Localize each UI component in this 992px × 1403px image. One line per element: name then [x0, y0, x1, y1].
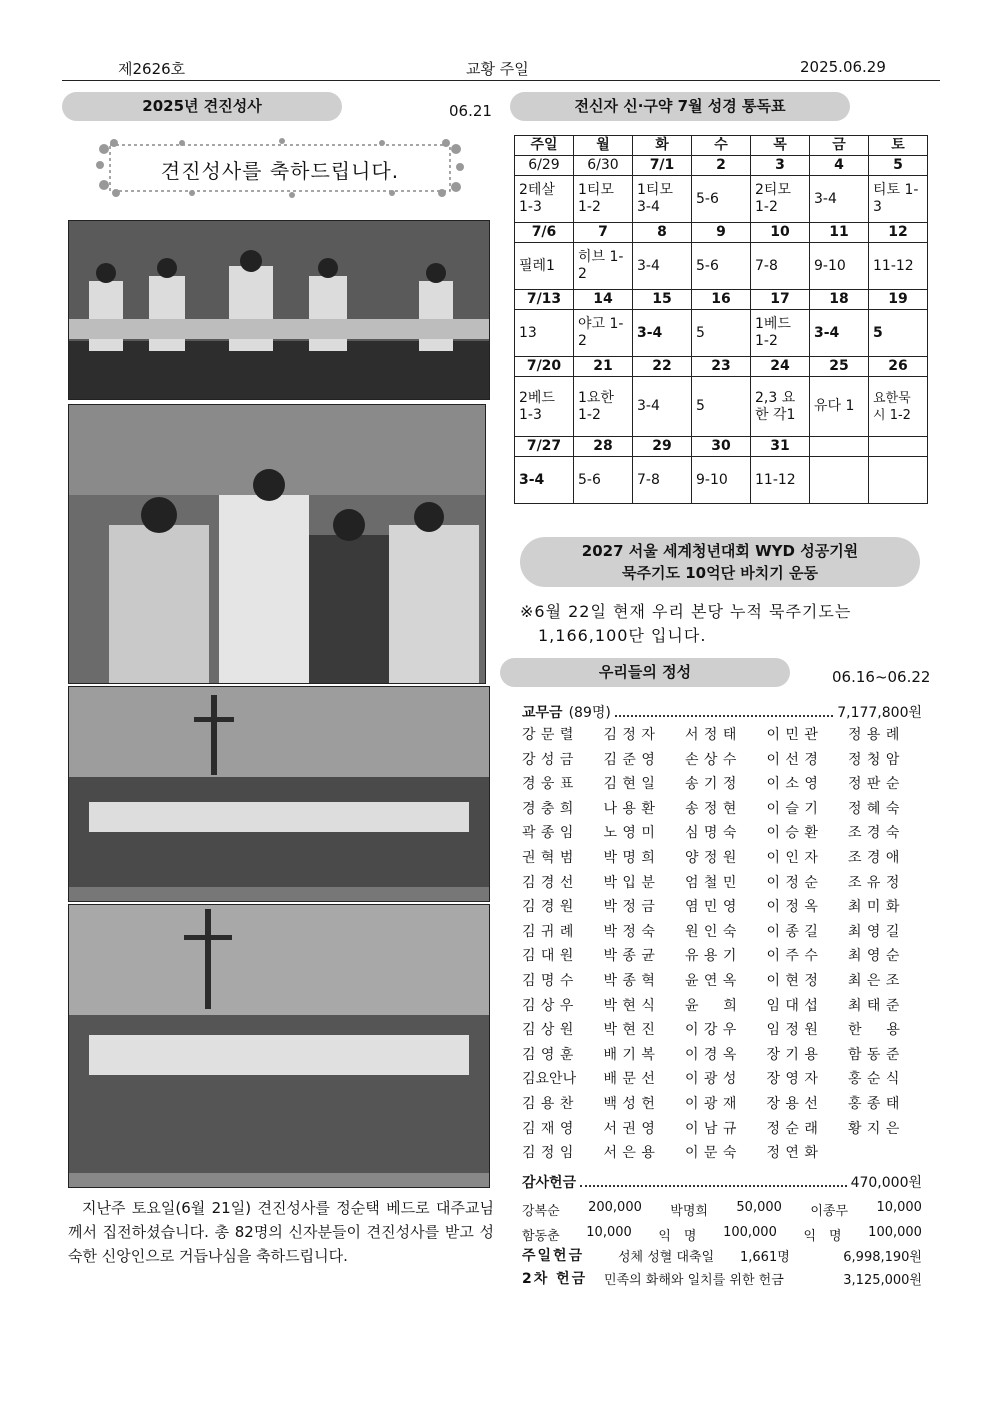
- reading-cell: 필레1: [515, 243, 574, 290]
- date-cell: 24: [751, 357, 810, 377]
- donor-name: 김정임: [522, 1145, 579, 1162]
- date-cell: 12: [869, 223, 928, 243]
- reading-cell: 티토 1-3: [869, 176, 928, 223]
- reading-cell: 3-4: [633, 310, 692, 357]
- dotted-leader: [580, 1177, 846, 1187]
- donor-name: 이광성: [685, 1071, 742, 1088]
- wyd-line2: 묵주기도 10억단 바치기 운동: [622, 564, 818, 582]
- donor-name-row: [522, 1093, 920, 1113]
- thanks-donor: 익 명: [658, 1229, 697, 1244]
- day-header: 화: [633, 136, 692, 156]
- donor-name: 이민관: [766, 727, 824, 743]
- donor-name: 정청암: [848, 751, 905, 768]
- confirmation-rite-photo: [68, 404, 486, 684]
- donor-name: 이광재: [685, 1096, 742, 1112]
- donor-name: 노영미: [603, 825, 661, 842]
- donor-name: 최은조: [848, 973, 905, 989]
- donor-name: 박현식: [603, 997, 661, 1014]
- thanks-donor: 박명희: [670, 1204, 708, 1219]
- donor-name: 심명숙: [685, 825, 742, 842]
- donor-name: 김상원: [522, 1022, 579, 1039]
- date-cell: 30: [692, 437, 751, 457]
- donor-name: 이선경: [766, 751, 824, 768]
- donor-name: 곽종임: [522, 825, 579, 842]
- donor-name: 홍순식: [848, 1071, 905, 1088]
- donor-name: 박명희: [603, 850, 661, 866]
- donor-name: 김용찬: [522, 1096, 579, 1112]
- reading-cell: 1티모 1-2: [574, 176, 633, 223]
- donor-name: 김대원: [522, 948, 579, 965]
- thanks-amount: 100,000: [868, 1225, 922, 1240]
- reading-cell: 5: [692, 377, 751, 437]
- reading-cell: 2베드 1-3: [515, 377, 574, 437]
- sunday-desc: 성체 성혈 대축일: [618, 1249, 715, 1265]
- sunday-label: 주일헌금: [522, 1248, 585, 1264]
- reading-cell: 5: [692, 310, 751, 357]
- reading-cell: 5-6: [692, 243, 751, 290]
- donor-name-row: [522, 872, 920, 892]
- reading-cell: 3-4: [633, 377, 692, 437]
- date-cell: 26: [869, 357, 928, 377]
- second-desc: 민족의 화해와 일치를 위한 헌금: [604, 1272, 784, 1288]
- date-cell: 8: [633, 223, 692, 243]
- donor-name-row: [522, 1118, 920, 1138]
- donor-name: 박입분: [603, 874, 661, 891]
- donor-name: 이소영: [766, 776, 824, 793]
- thanks-amount: 10,000: [876, 1200, 922, 1215]
- donor-name-row: [522, 847, 920, 867]
- thanks-donor: 함동춘: [522, 1229, 560, 1244]
- date-cell: 25: [810, 357, 869, 377]
- donor-name-row: [522, 896, 920, 916]
- donor-name: 박정숙: [603, 923, 661, 940]
- date-cell: 11: [810, 223, 869, 243]
- thanks-amount: 100,000: [723, 1225, 777, 1240]
- donor-name: 이강우: [685, 1022, 742, 1039]
- donor-name: 서정태: [685, 727, 742, 743]
- date-cell: 4: [810, 156, 869, 176]
- reading-cell: 3-4: [810, 176, 869, 223]
- donor-name-row: [522, 798, 920, 818]
- donor-name-row: [522, 921, 920, 941]
- date-cell: 14: [574, 290, 633, 310]
- thanks-amount: 50,000: [736, 1200, 782, 1215]
- donor-name: 이인자: [766, 850, 824, 866]
- donor-name: 홍종태: [848, 1096, 905, 1112]
- donor-name: 박정금: [603, 899, 661, 916]
- date-cell: 5: [869, 156, 928, 176]
- reading-cell: 유다 1: [810, 377, 869, 437]
- second-offering: [522, 1268, 922, 1288]
- donor-name: 서은용: [603, 1145, 661, 1162]
- donor-name-row: [522, 970, 920, 990]
- date-cell: 23: [692, 357, 751, 377]
- day-header: 토: [869, 136, 928, 156]
- reading-cell: [869, 457, 928, 504]
- date-cell: 7/13: [515, 290, 574, 310]
- donor-name: 양정원: [685, 850, 742, 866]
- reading-cell: 11-12: [869, 243, 928, 290]
- date-cell: 10: [751, 223, 810, 243]
- day-header: 수: [692, 136, 751, 156]
- congrats-banner: [92, 135, 468, 201]
- reading-cell: 요한묵시 1-2: [869, 377, 928, 437]
- thanks-label: 감사헌금: [522, 1175, 577, 1191]
- date-cell: 18: [810, 290, 869, 310]
- date-cell: 7/20: [515, 357, 574, 377]
- donor-name: 임정원: [766, 1022, 824, 1039]
- dues-label: 교무금: [522, 705, 563, 721]
- thanks-donor: 강복순: [522, 1204, 560, 1219]
- date-cell: 19: [869, 290, 928, 310]
- date-cell: 7/6: [515, 223, 574, 243]
- date-cell: 7/1: [633, 156, 692, 176]
- date-cell: 29: [633, 437, 692, 457]
- reading-cell: 야고 1-2: [574, 310, 633, 357]
- donor-name-row: [522, 724, 920, 744]
- donor-name-row: [522, 749, 920, 769]
- donor-name: 김준영: [603, 751, 661, 768]
- date-cell: [810, 437, 869, 457]
- reading-cell: 5-6: [574, 457, 633, 504]
- confirmation-paragraph: 지난주 토요일(6월 21일) 견진성사를 정순택 베드로 대주교님께서 집전하셨습니다. 총 82명의 신자분들이 견진성사를 받고 성숙한 신앙인으로 거듭나심을 축하드립니다.: [68, 1199, 494, 1265]
- date-cell: 16: [692, 290, 751, 310]
- donor-name: 정용례: [848, 727, 905, 743]
- donor-name: 장영자: [766, 1071, 824, 1088]
- donor-name: 이승환: [766, 825, 824, 842]
- donor-name: 윤연옥: [685, 973, 742, 989]
- thanks-amount: 10,000: [586, 1225, 632, 1240]
- donor-name: 김경원: [522, 899, 579, 916]
- donor-name: 최영길: [848, 923, 905, 940]
- dues-summary: [522, 702, 922, 722]
- reading-cell: 2테살 1-3: [515, 176, 574, 223]
- donor-name-row: [522, 1044, 920, 1064]
- offerings-period: 06.16~06.22: [832, 668, 931, 686]
- date-cell: 22: [633, 357, 692, 377]
- donor-name: 원인숙: [685, 923, 742, 940]
- donor-name: 경웅표: [522, 776, 579, 793]
- second-label: 2차 헌금: [522, 1271, 588, 1287]
- donor-name: 유용기: [685, 948, 742, 965]
- donor-name: 이정옥: [766, 899, 824, 916]
- wyd-note-line2: 1,166,100단 입니다.: [538, 626, 707, 645]
- thanks-row: [522, 1225, 922, 1244]
- donor-name-row: [522, 945, 920, 965]
- reading-cell: 2,3 요한 각1: [751, 377, 810, 437]
- day-header: 주일: [515, 136, 574, 156]
- reading-cell: 1요한 1-2: [574, 377, 633, 437]
- date-cell: 7: [574, 223, 633, 243]
- donor-name: 강문렬: [522, 727, 579, 743]
- donor-name-row: [522, 1068, 920, 1088]
- date-cell: [869, 437, 928, 457]
- donor-name: 박현진: [603, 1022, 661, 1039]
- donor-name: 김명수: [522, 973, 579, 989]
- donor-name: 경충희: [522, 800, 579, 817]
- reading-cell: 5-6: [692, 176, 751, 223]
- donor-name: 김영훈: [522, 1046, 579, 1063]
- donor-name: 염민영: [685, 899, 742, 916]
- donor-name: 서권영: [603, 1120, 661, 1137]
- donor-name: 정판순: [848, 776, 905, 793]
- day-header: 금: [810, 136, 869, 156]
- sunday-count: 1,661명: [740, 1249, 790, 1265]
- reading-cell: 1베드 1-2: [751, 310, 810, 357]
- donor-name-row: [522, 773, 920, 793]
- thanks-row: [522, 1200, 922, 1219]
- second-total: 3,125,000원: [843, 1272, 922, 1288]
- donor-name: 이종길: [766, 923, 824, 940]
- wyd-note: [520, 600, 922, 648]
- reading-cell: 1티모 3-4: [633, 176, 692, 223]
- date-cell: 17: [751, 290, 810, 310]
- donor-name: 엄철민: [685, 874, 742, 891]
- donor-name: 배기복: [603, 1046, 661, 1063]
- date-cell: 6/30: [574, 156, 633, 176]
- donor-name: 조유정: [848, 874, 905, 891]
- thanks-total: 470,000원: [850, 1175, 922, 1191]
- donor-name: 이경옥: [685, 1046, 742, 1063]
- donor-name: 나용환: [603, 800, 661, 817]
- donor-name: 최미화: [848, 899, 905, 916]
- donor-name: 장기용: [766, 1046, 824, 1063]
- group-photo-2: [68, 904, 490, 1188]
- donor-name: [848, 1142, 920, 1162]
- donor-name: 최영순: [848, 948, 905, 965]
- bible-reading-table: [514, 135, 928, 504]
- reading-cell: 3-4: [810, 310, 869, 357]
- donor-name: 이남규: [685, 1120, 742, 1137]
- dotted-leader: [615, 707, 833, 717]
- donor-name: 이문숙: [685, 1145, 742, 1162]
- donor-name-row: [522, 1142, 920, 1162]
- donor-name: 송정현: [685, 800, 742, 817]
- mass-photo: [68, 220, 490, 400]
- donor-name: 임대섭: [766, 997, 824, 1014]
- group-photo-1: [68, 686, 490, 902]
- dues-count: (89명): [568, 705, 611, 721]
- donor-name: 이현정: [766, 973, 824, 989]
- donor-name: 강성금: [522, 751, 579, 768]
- date-cell: 3: [751, 156, 810, 176]
- donor-name: 조경애: [848, 850, 905, 866]
- donor-name: 한 용: [848, 1022, 906, 1039]
- date-cell: 21: [574, 357, 633, 377]
- donor-name: 장용선: [766, 1096, 824, 1112]
- donor-name: 정순래: [766, 1120, 824, 1137]
- donor-name: 김요안나: [522, 1071, 577, 1088]
- banner-text: 견진성사를 축하드립니다.: [160, 159, 400, 183]
- issue-number: 제2626호: [118, 60, 186, 78]
- date-cell: 28: [574, 437, 633, 457]
- date-cell: 31: [751, 437, 810, 457]
- donor-name: 조경숙: [848, 825, 905, 842]
- wyd-line1: 2027 서울 세계청년대회 WYD 성공기원: [581, 542, 859, 560]
- donor-name: 이정순: [766, 874, 824, 891]
- day-header: 월: [574, 136, 633, 156]
- donor-name: 정연화: [766, 1145, 824, 1162]
- donor-name: 이주수: [766, 948, 824, 965]
- reading-cell: [810, 457, 869, 504]
- sunday-total: 6,998,190원: [843, 1249, 922, 1265]
- donor-name: 김정자: [603, 727, 661, 743]
- thanks-donor: 익 명: [803, 1229, 842, 1244]
- sunday-offering: [522, 1245, 922, 1265]
- wyd-banner: [520, 537, 920, 587]
- confirmation-heading: 2025년 견진성사: [62, 92, 342, 121]
- reading-cell: 11-12: [751, 457, 810, 504]
- thanks-amount: 200,000: [588, 1200, 642, 1215]
- donor-name: 손상수: [685, 751, 742, 768]
- reading-cell: 7-8: [633, 457, 692, 504]
- donor-name: 정혜숙: [848, 800, 905, 817]
- reading-cell: 3-4: [515, 457, 574, 504]
- bible-heading: 전신자 신·구약 7월 성경 통독표: [510, 92, 850, 121]
- offerings-heading: 우리들의 정성: [500, 658, 790, 687]
- donor-name: 김경선: [522, 874, 579, 891]
- reading-cell: 5: [869, 310, 928, 357]
- reading-cell: 7-8: [751, 243, 810, 290]
- header-date: 2025.06.29: [800, 58, 886, 76]
- donor-name: 박종혁: [603, 973, 661, 989]
- donor-name: 송기정: [685, 776, 742, 793]
- donor-name: 권혁범: [522, 850, 579, 866]
- reading-cell: 13: [515, 310, 574, 357]
- donor-name: 이슬기: [766, 800, 824, 817]
- donor-name-row: [522, 1019, 920, 1039]
- date-cell: 7/27: [515, 437, 574, 457]
- donor-name: 최태준: [848, 997, 905, 1014]
- day-header: 목: [751, 136, 810, 156]
- date-cell: 9: [692, 223, 751, 243]
- reading-cell: 9-10: [692, 457, 751, 504]
- dues-total: 7,177,800원: [837, 705, 922, 721]
- donor-name: 김귀례: [522, 923, 579, 940]
- donor-name-row: [522, 822, 920, 842]
- date-cell: 2: [692, 156, 751, 176]
- confirmation-date: 06.21: [449, 102, 492, 120]
- donor-name: 함동준: [848, 1046, 905, 1063]
- thanks-summary: [522, 1172, 922, 1192]
- reading-cell: 9-10: [810, 243, 869, 290]
- thanks-donor: 이종무: [810, 1204, 849, 1219]
- donor-name: 윤 희: [685, 997, 743, 1014]
- donor-name: 박종균: [603, 948, 661, 965]
- donor-name: 김현일: [603, 776, 661, 793]
- reading-cell: 히브 1-2: [574, 243, 633, 290]
- reading-cell: 2티모 1-2: [751, 176, 810, 223]
- reading-cell: 3-4: [633, 243, 692, 290]
- donor-name: 황지은: [848, 1120, 905, 1137]
- header-title: 교황 주일: [466, 60, 529, 78]
- donor-name-row: [522, 995, 920, 1015]
- date-cell: 15: [633, 290, 692, 310]
- donor-name: 배문선: [603, 1071, 661, 1088]
- header-rule: [62, 80, 940, 81]
- donor-name: 백성헌: [603, 1096, 661, 1112]
- wyd-note-line1: ※6월 22일 현재 우리 본당 누적 묵주기도는: [520, 602, 852, 621]
- donor-name: 김상우: [522, 997, 579, 1014]
- donor-name: 김재영: [522, 1120, 579, 1137]
- date-cell: 6/29: [515, 156, 574, 176]
